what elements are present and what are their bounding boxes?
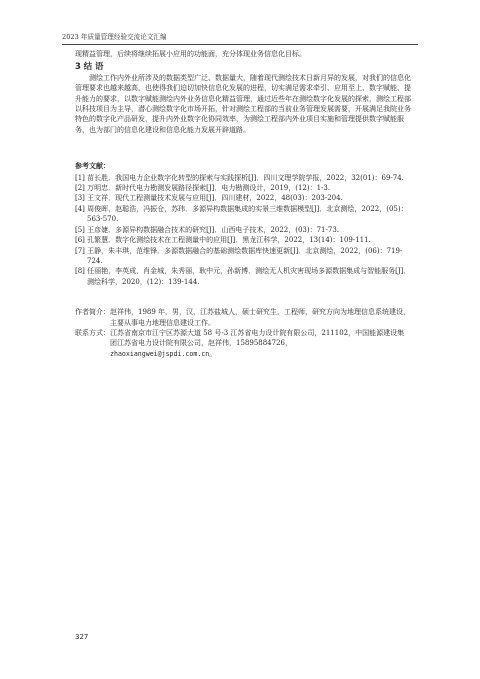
conclusion-paragraph: 测绘工作内外业所涉及的数据类型广泛、数据量大，随着现代测绘技术日新月异的发展，对我们的信息化管理要求也越来越高，也使得我们迫切加快信息化发展的进程，切实满足需求牵引、应用至上、数字赋能、提升能力的要求，以数字赋能测绘内外业务信息化精益管理，通过近些年在测绘数字化发展的探索，测绘工程部以科技项目为主导，潜心测绘数字化市场开拓，针对测绘工程部的当前业务管理发展需要，开展满足我院业务特色的数字化产品研发，提升内外业数字化协同效率，为测绘工程部内外业项目实施和管理提供数字赋能服务，也为部门的信息化建设和信息化能力发展开辟道路。 <box>75 73 411 134</box>
reference-item: [1] 苗长胜．我国电力企业数字化转型的探索与实践探析[J]．四川文理学院学报，2022，32(01)：69-74. <box>75 173 404 182</box>
reference-item: [3] 王文祥．现代工程测量技术发展与应用[J]．四川建材，2022，48(03)：203-204. <box>75 194 343 203</box>
reference-item: [8] 任丽艳，李英成，肖金城，朱秀丽，耿中元，孙新博．测绘无人机灾害现场多源数据集成与智能服务[J]．测绘科学，2020，(12)：139-144. <box>75 267 411 286</box>
contact-label: 联系方式： <box>75 328 110 337</box>
contact-address: 江苏省南京市江宁区苏源大道 58 号-3 江苏省电力设计院有限公司，211102，中国能源建设集团江苏省电力设计院有限公司，赵祥伟，15895884726， <box>110 328 405 348</box>
author-bio-label: 作者简介： <box>75 308 110 317</box>
author-bio <box>75 307 411 328</box>
references-list <box>75 173 411 287</box>
reference-item: [5] 王彦婕．多源异构数据融合技术的研究[J]．山西电子技术，2022，(03)：71-73. <box>75 225 339 234</box>
page-content <box>75 49 411 359</box>
reference-item: [6] 孔繁慧．数字化测绘技术在工程测量中的应用[J]．黑龙江科学，2022，13(14)：109-111. <box>75 236 371 245</box>
running-header: 2023 年质量管理经验交流论文汇编 <box>62 33 167 41</box>
contact-email-suffix: 。 <box>209 349 217 358</box>
page-number: 327 <box>75 633 89 641</box>
contact-email: zhaoxiangwei@jspdi.com.cn <box>110 349 210 358</box>
references-heading: 参考文献： <box>75 161 110 171</box>
intro-paragraph: 现精益管理，后续将继续拓展小应用的功能面，充分体现业务信息化目标。 <box>75 50 306 58</box>
reference-item: [7] 王静，朱丰琪，范维锋．多源数据融合的基础测绘数据库快速更新[J]．北京测绘，2022，(06)：719-724. <box>75 246 403 265</box>
author-bio-text: 赵祥伟，1989 年，男，汉，江苏盐城人，硕士研究生，工程师，研究方向为地理信息系统建设，主要从事电力地理信息建设工作。 <box>110 308 411 327</box>
header-rule <box>62 44 418 45</box>
reference-item: [4] 周俊晖，赵聪浩，冯振仓，苏玮．多源异构数据集成的实景三维数据模型[J]．北京测绘，2022，(05)：563-570. <box>75 204 408 224</box>
conclusion-heading: 3 结 语 <box>75 61 104 72</box>
contact-info <box>75 328 411 359</box>
author-info <box>75 307 411 359</box>
contact-details <box>110 328 411 359</box>
reference-item: [2] 万明忠．新时代电力勘测发展路径探索[J]．电力勘测设计，2019，(12)：1-3. <box>75 184 331 193</box>
